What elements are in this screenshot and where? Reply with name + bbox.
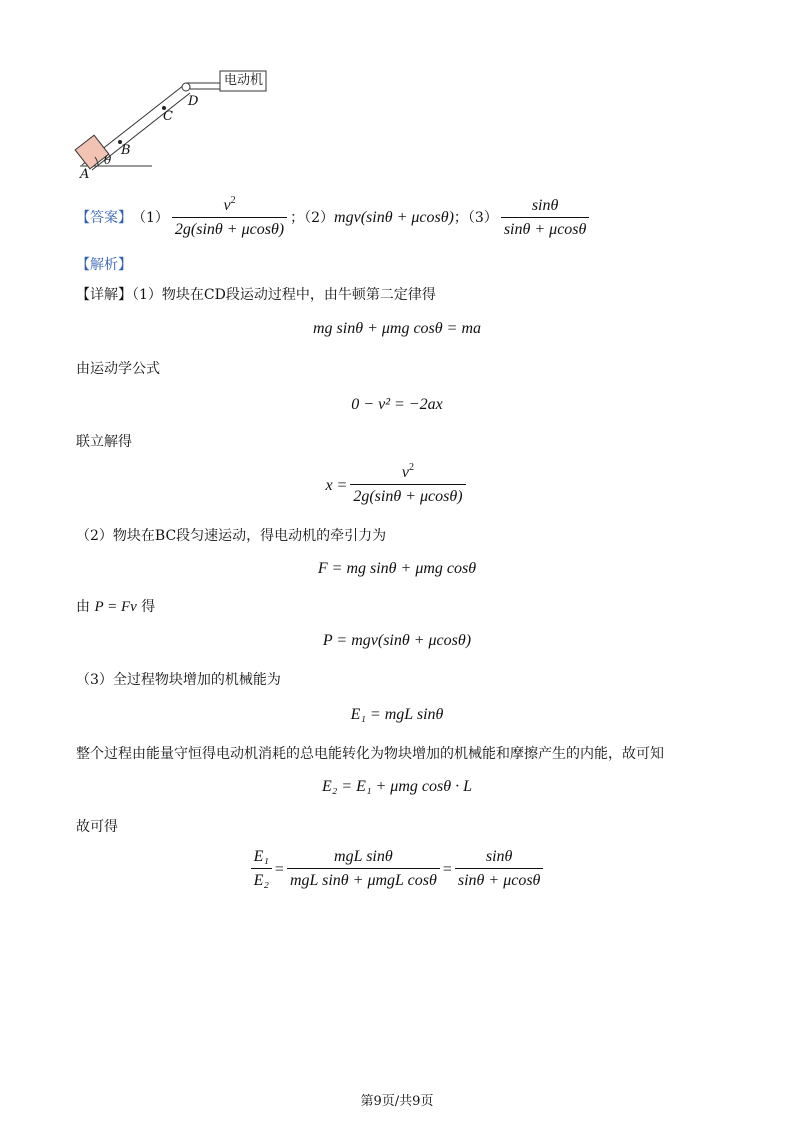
equation-3-numerator: v [401,464,409,481]
equation-6: E₁ = mgL sinθ [350,706,444,723]
detail-step-4: （2）物块在BC段匀速运动，得电动机的牵引力为 [76,528,387,544]
equation-7: E₂ = E₁ + μmg cosθ · L [322,778,472,795]
detail-step-8: 故可得 [76,819,118,835]
equation-8-f1-denominator: E₂ [251,868,272,891]
equation-3-denominator: 2g(sinθ + μcosθ) [350,484,465,507]
label-b: B [121,143,131,158]
detail-step-6: （3）全过程物块增加的机械能为 [76,672,281,688]
equation-3-lhs: x = [325,476,348,494]
detail-step-7: 整个过程由能量守恒得电动机消耗的总电能转化为物块增加的机械能和摩擦产生的内能，故可知 [76,746,664,762]
equation-8-fraction-3 [455,848,544,891]
label-c: C [163,109,173,124]
pulley [182,83,190,91]
equation-3-fraction: $\frac{v^2}{2g(\sin\theta + \mu\cos\theta)}$ [350,464,465,507]
motor-label: 电动机 [224,73,264,88]
label-theta: θ [104,153,112,167]
detail-line-1 [76,286,436,304]
answer-1-denominator: 2g(sinθ + μcosθ) [172,217,287,240]
answer-1-fraction: $\frac{v^2}{2g(\sin\theta + \mu\cos\theta)}$ [172,197,287,240]
equation-5: P = mgv(sinθ + μcosθ) [322,632,472,649]
equation-4: F = mg sinθ + μmg cosθ [317,560,477,577]
answer-part-1: （1） [132,210,169,226]
answer-3-numerator: sinθ [531,196,559,214]
detail-step-2: 由运动学公式 [76,361,160,377]
detail-step-3: 联立解得 [76,434,132,450]
equation-8-f2-numerator: mgL sinθ [334,848,393,865]
equation-8-f1-numerator: E₁ [253,848,269,865]
page-footer: 第9页/共9页 [360,1094,434,1109]
equation-3 [0,464,794,507]
label-d: D [188,94,199,109]
answer-part-2: ；（2） [290,210,335,226]
equation-8-fraction-2 [287,848,440,891]
answer-tag: 【答案】 [76,210,132,226]
analysis-tag: 【解析】 [76,257,132,273]
equals-sign-2: = [442,860,452,878]
equation-2: 0 − v² = −2ax [351,396,443,413]
answer-part-3: ；（3） [453,210,498,226]
detail-step-1: （1）物块在CD段运动过程中，由牛顿第二定律得 [132,287,436,303]
detail-step-5-a: 由 [76,599,90,615]
equation-8-f2-denominator: mgL sinθ + μmgL cosθ [287,868,440,891]
detail-step-5-formula: P = Fv [94,599,137,615]
equation-1: mg sinθ + μmg cosθ = ma [312,320,481,337]
equation-8-fraction-1 [251,848,272,891]
equation-8-f3-denominator: sinθ + μcosθ [455,868,544,891]
answer-1-numerator: v [223,196,231,214]
detail-step-5-b: 得 [141,599,156,615]
label-a: A [80,167,90,182]
equals-sign: = [274,860,284,878]
detail-tag: 【详解】 [76,287,132,303]
answer-3-denominator: sinθ + μcosθ [501,217,590,240]
equation-8 [0,848,794,891]
detail-step-5 [76,598,155,616]
answer-3-fraction [501,197,590,240]
answer-line [76,196,592,240]
answer-2: mgv(sinθ + μcosθ) [334,209,454,226]
equation-8-f3-numerator: sinθ [485,848,513,865]
